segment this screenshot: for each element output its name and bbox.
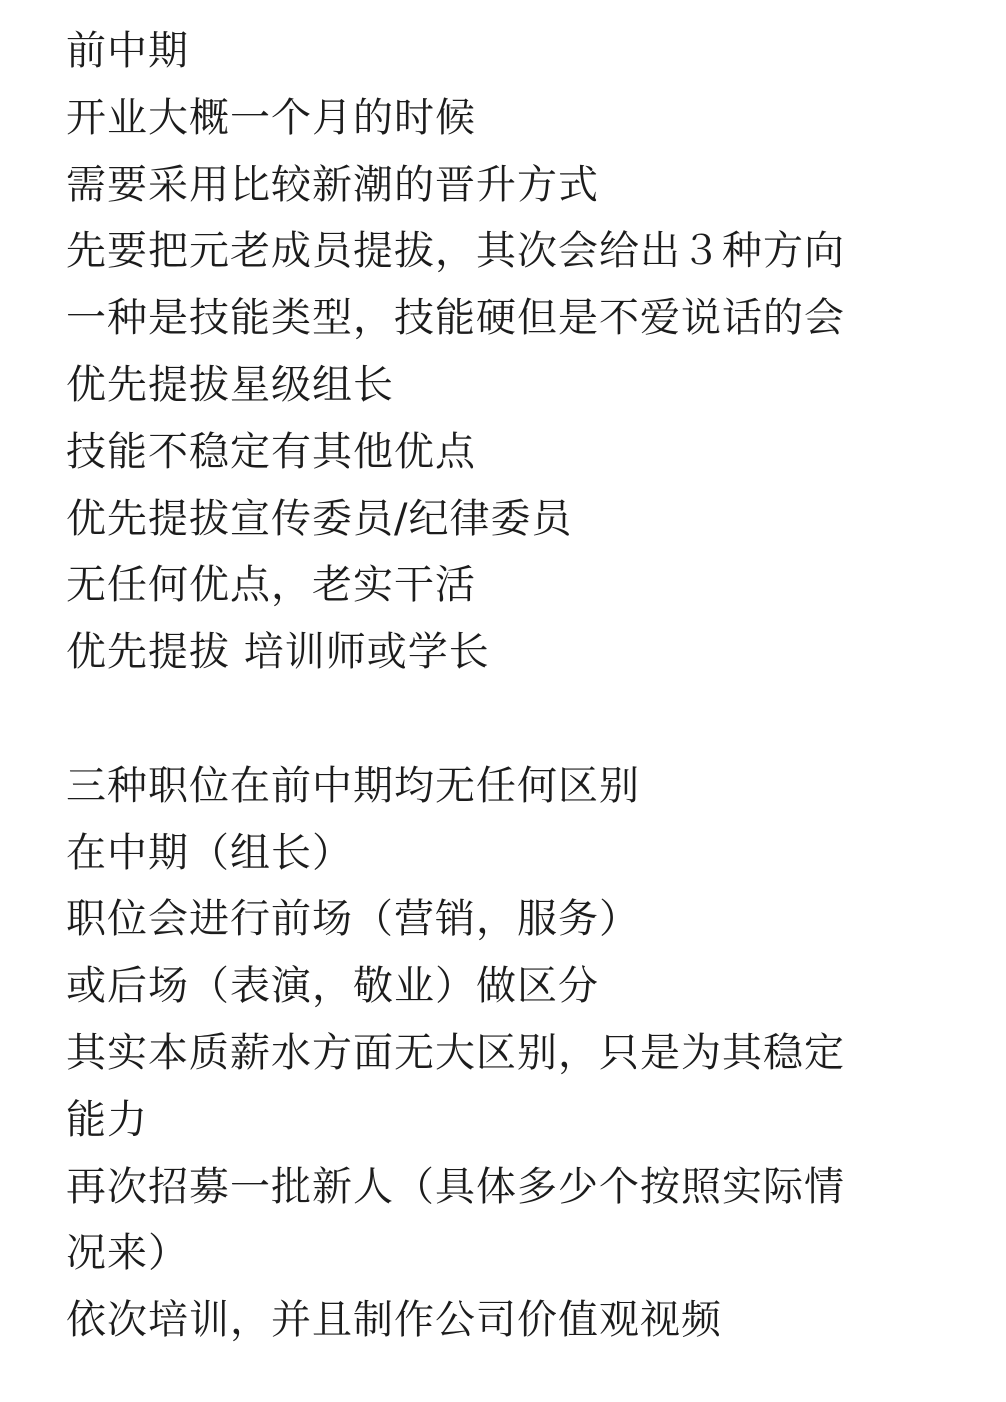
text-line: 技能不稳定有其他优点: [66, 428, 476, 475]
text-line: 能力: [66, 1096, 148, 1143]
text-line: 职位会进行前场（营销，服务）: [66, 896, 640, 943]
text-line: 况来）: [66, 1230, 189, 1277]
paragraph-gap: [66, 686, 946, 753]
text-line: 再次招募一批新人（具体多少个按照实际情: [66, 1163, 845, 1210]
text-line: 前中期: [66, 28, 189, 74]
text-line: 一种是技能类型，技能硬但是不爱说话的会: [66, 295, 845, 342]
text-line: 优先提拔星级组长: [66, 361, 394, 408]
text-line: 三种职位在前中期均无任何区别: [66, 762, 640, 809]
text-line: 依次培训，并且制作公司价值观视频: [66, 1297, 722, 1344]
note-content: [66, 18, 946, 1354]
text-line: 优先提拔宣传委员/纪律委员: [66, 495, 573, 542]
text-line: 优先提拔 培训师或学长: [66, 629, 490, 676]
text-line: 需要采用比较新潮的晋升方式: [66, 161, 599, 208]
text-line: 开业大概一个月的时候: [66, 94, 476, 141]
text-line: 先要把元老成员提拔，其次会给出３种方向: [66, 228, 845, 275]
text-line: 在中期（组长）: [66, 829, 353, 876]
text-line: 其实本质薪水方面无大区别，只是为其稳定: [66, 1029, 845, 1076]
text-line: 无任何优点，老实干活: [66, 562, 476, 609]
text-line: 或后场（表演，敬业）做区分: [66, 963, 599, 1010]
